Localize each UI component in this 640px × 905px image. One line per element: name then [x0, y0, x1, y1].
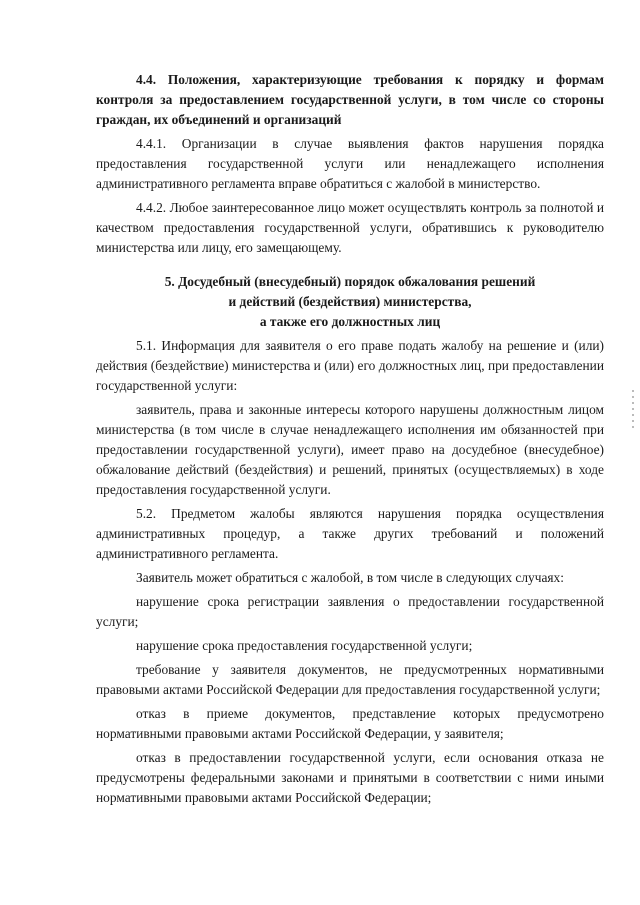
case-item: отказ в предоставлении государственной услуги, если основания отказа не предусмотрены федеральными законами и принятыми в соответствии с ними иными нормативными правовыми актами Российской Федерации;	[96, 750, 604, 805]
case-item: отказ в приеме документов, представление которых предусмотрено нормативными правовыми актами Российской Федерации, у заявителя;	[96, 706, 604, 741]
case-item: нарушение срока предоставления государственной услуги;	[136, 638, 473, 653]
section-5-heading-line-1: 5. Досудебный (внесудебный) порядок обжалования решений	[164, 274, 536, 289]
paragraph-applicant-rights: заявитель, права и законные интересы которого нарушены должностным лицом министерства (в том числе в случае ненадлежащего исполнения им обязанностей при предоставлении государственной услуги), имеет право на досудебное (внесудебное) обжалование действий (бездействия) и решений, принятых (осуществляемых) в ходе предоставления государственной услуги.	[96, 402, 604, 497]
paragraph-4-4-2: 4.4.2. Любое заинтересованное лицо может осуществлять контроль за полнотой и качеством предоставления государственной услуги, обратившись к руководителю министерства или лицу, его замещающему.	[96, 200, 604, 255]
paragraph-5-1: 5.1. Информация для заявителя о его праве подать жалобу на решение и (или) действия (бездействие) министерства и (или) его должностных лиц, при предоставлении государственной услуги:	[96, 338, 604, 393]
section-5-heading-line-2: и действий (бездействия) министерства,	[228, 294, 472, 309]
paragraph-5-2: 5.2. Предметом жалобы являются нарушения порядка осуществления административных процедур, а также других требований и положений административного регламента.	[96, 506, 604, 561]
scan-edge-mark	[632, 390, 634, 430]
case-item: требование у заявителя документов, не предусмотренных нормативными правовыми актами Российской Федерации для предоставления государственной услуги;	[96, 662, 604, 697]
section-5-heading-line-3: а также его должностных лиц	[259, 314, 441, 329]
case-item: нарушение срока регистрации заявления о предоставлении государственной услуги;	[96, 594, 604, 629]
paragraph-cases-intro: Заявитель может обратиться с жалобой, в том числе в следующих случаях:	[136, 570, 564, 585]
paragraph-4-4-1: 4.4.1. Организации в случае выявления фактов нарушения порядка предоставления государственной услуги или ненадлежащего исполнения административного регламента вправе обратиться с жалобой в министерство.	[96, 136, 604, 191]
section-4-4-heading: 4.4. Положения, характеризующие требования к порядку и формам контроля за предоставлением государственной услуги, в том числе со стороны граждан, их объединений и организаций	[96, 72, 604, 127]
section-5-heading	[96, 272, 604, 332]
